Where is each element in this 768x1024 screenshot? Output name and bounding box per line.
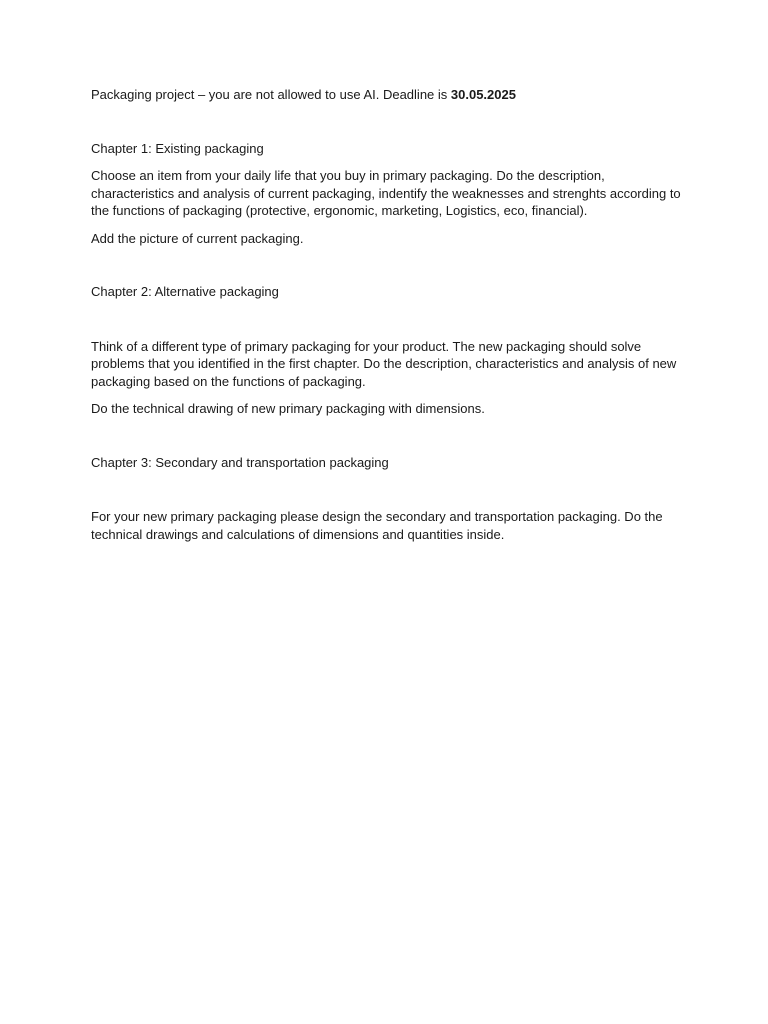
chapter-1-paragraph-1: Choose an item from your daily life that you buy in primary packaging. Do the description, characteristics and analysis of current packaging, indentify the weaknesses and strenghts according to the functions of packaging (protective, ergonomic, marketing, Logistics, eco, financial). [91, 168, 681, 218]
project-title [91, 86, 681, 104]
chapter-1-paragraph-2: Add the picture of current packaging. [91, 230, 304, 246]
chapter-3-heading: Chapter 3: Secondary and transportation packaging [91, 454, 389, 470]
project-title-text: Packaging project – you are not allowed to use AI. Deadline is [91, 87, 451, 102]
chapter-1-heading: Chapter 1: Existing packaging [91, 140, 264, 156]
chapter-2-paragraph-1: Think of a different type of primary packaging for your product. The new packaging should solve problems that you identified in the first chapter. Do the description, characteristics and analysis of new packaging based on the functions of packaging. [91, 338, 677, 389]
document-body [91, 86, 681, 553]
chapter-2-heading: Chapter 2: Alternative packaging [91, 284, 279, 299]
chapter-3-paragraph-1: For your new primary packaging please design the secondary and transportation packaging. Do the technical drawings and calculations of dimensions and quantities inside. [91, 509, 663, 542]
chapter-2-paragraph-2: Do the technical drawing of new primary packaging with dimensions. [91, 401, 485, 416]
deadline-date: 30.05.2025 [450, 87, 516, 102]
